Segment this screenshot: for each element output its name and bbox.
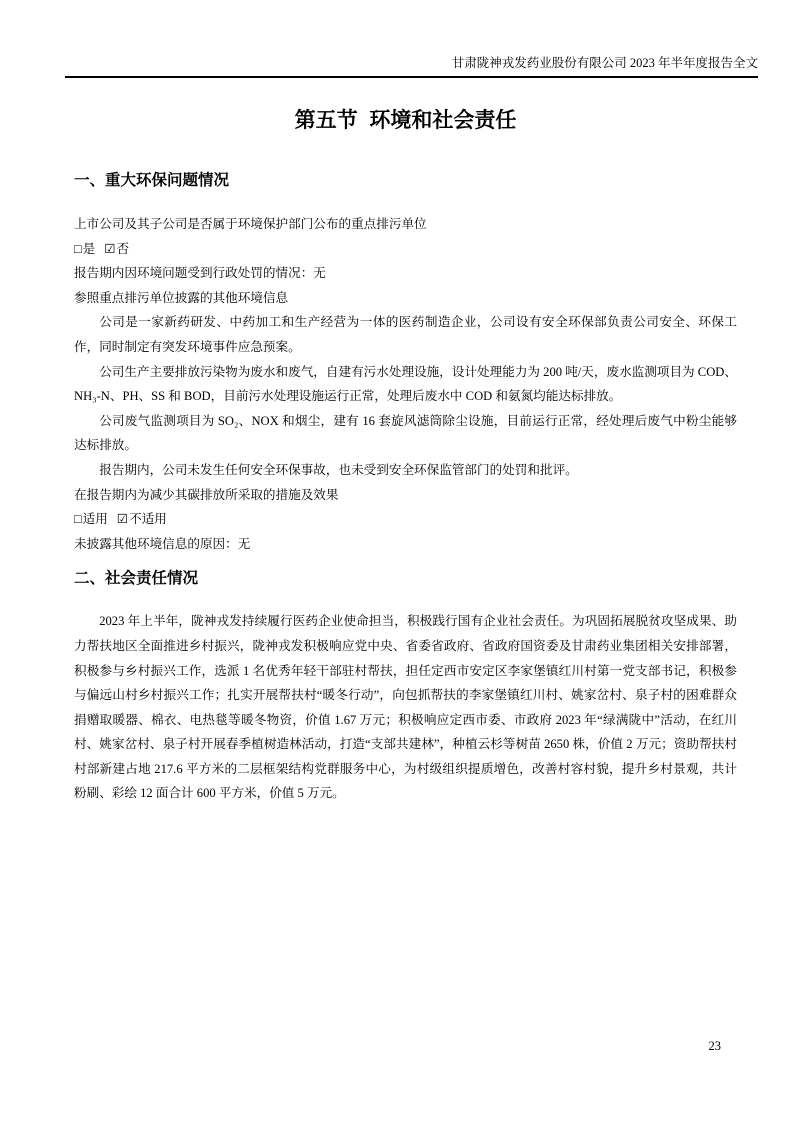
exhaust-gas-paragraph: 公司废气监测项目为 SO₂、NOX 和烟尘，建有 16 套旋风滤筒除尘设施，目前运行正常，经处理后废气中粉尘能够达标排放。	[74, 413, 737, 453]
section-social	[74, 568, 737, 806]
carbon-measures-answer	[74, 507, 737, 532]
checkbox-option-no	[104, 242, 129, 256]
section-social-body	[74, 609, 737, 806]
other-env-info-heading: 参照重点排污单位披露的其他环境信息	[74, 290, 289, 305]
checkbox-unchecked-icon: □	[74, 512, 82, 527]
no-disclosure-reason: 未披露其他环境信息的原因：无	[74, 536, 251, 551]
company-profile-paragraph: 公司是一家新药研发、中药加工和生产经营为一体的医药制造企业，公司设有安全环保部负责公司安全、环保工作，同时制定有突发环境事件应急预案。	[74, 315, 737, 354]
checkbox-no-label: 否	[116, 241, 130, 256]
wastewater-paragraph: 公司生产主要排放污染物为废水和废气，自建有污水处理设施，设计处理能力为 200 吨/天，废水监测项目为 COD、NH₃-N、PH、SS 和 BOD，目前污水处理设施运行正常，处理后废水中 COD 和氨氮均能达标排放。	[74, 364, 737, 404]
section-environment	[74, 170, 737, 556]
pollution-unit-question: 上市公司及其子公司是否属于环境保护部门公布的重点排污单位	[74, 217, 427, 231]
checkbox-option-not-applicable	[117, 512, 167, 526]
checkbox-option-applicable	[74, 512, 108, 526]
safety-record-paragraph: 报告期内，公司未发生任何安全环保事故，也未受到安全环保监管部门的处罚和批评。	[99, 462, 578, 477]
checkbox-checked-icon: ☑	[104, 241, 116, 256]
page-content	[74, 0, 737, 806]
page-number: 23	[708, 1039, 721, 1053]
section-environment-heading: 一、重大环保问题情况	[74, 172, 230, 189]
checkbox-unchecked-icon: □	[74, 241, 82, 256]
header-report-title: 甘肃陇神戎发药业股份有限公司 2023 年半年度报告全文	[451, 56, 758, 70]
social-responsibility-paragraph: 2023 年上半年，陇神戎发持续履行医药企业使命担当，积极践行国有企业社会责任。为巩固拓展脱贫攻坚成果、助力帮扶地区全面推进乡村振兴，陇神戎发积极响应党中央、省委省政府、省政府国资委及甘肃药业集团相关安排部署，积极参与乡村振兴工作，选派 1 名优秀年轻干部驻村帮扶，担任定西市安定区李家堡镇红川村第一党支部书记，积极参与偏远山村乡村振兴工作；扎实开展帮扶村“暖冬行动”，向包抓帮扶的李家堡镇红川村、姚家岔村、泉子村的困难群众捐赠取暖器、棉衣、电热毯等暖冬物资，价值 1.67 万元；积极响应定西市委、市政府 2023 年“绿满陇中”活动，在红川村、姚家岔村、泉子村开展春季植树造林活动，打造“支部共建林”，种植云杉等树苗 2650 株，价值 2 万元；资助帮扶村村部新建占地 217.6 平方米的二层框架结构党群服务中心，为村级组织提质增色，改善村容村貌，提升乡村景观，共计粉刷、彩绘 12 面合计 600 平方米，价值 5 万元。	[74, 614, 737, 801]
checkbox-yes-label: 是	[82, 241, 96, 256]
pollution-unit-answer	[74, 237, 737, 262]
section-environment-body	[74, 212, 737, 556]
carbon-measures-heading: 在报告期内为减少其碳排放所采取的措施及效果	[74, 487, 339, 502]
section-social-heading: 二、社会责任情况	[74, 570, 199, 588]
penalty-statement: 报告期内因环境问题受到行政处罚的情况：无	[74, 266, 326, 281]
checkbox-option-yes	[74, 242, 95, 256]
checkbox-not-applicable-label: 不适用	[129, 512, 167, 527]
chapter-title: 第五节 环境和社会责任	[294, 109, 517, 132]
checkbox-checked-icon: ☑	[116, 512, 129, 527]
checkbox-applicable-label: 适用	[82, 512, 108, 527]
